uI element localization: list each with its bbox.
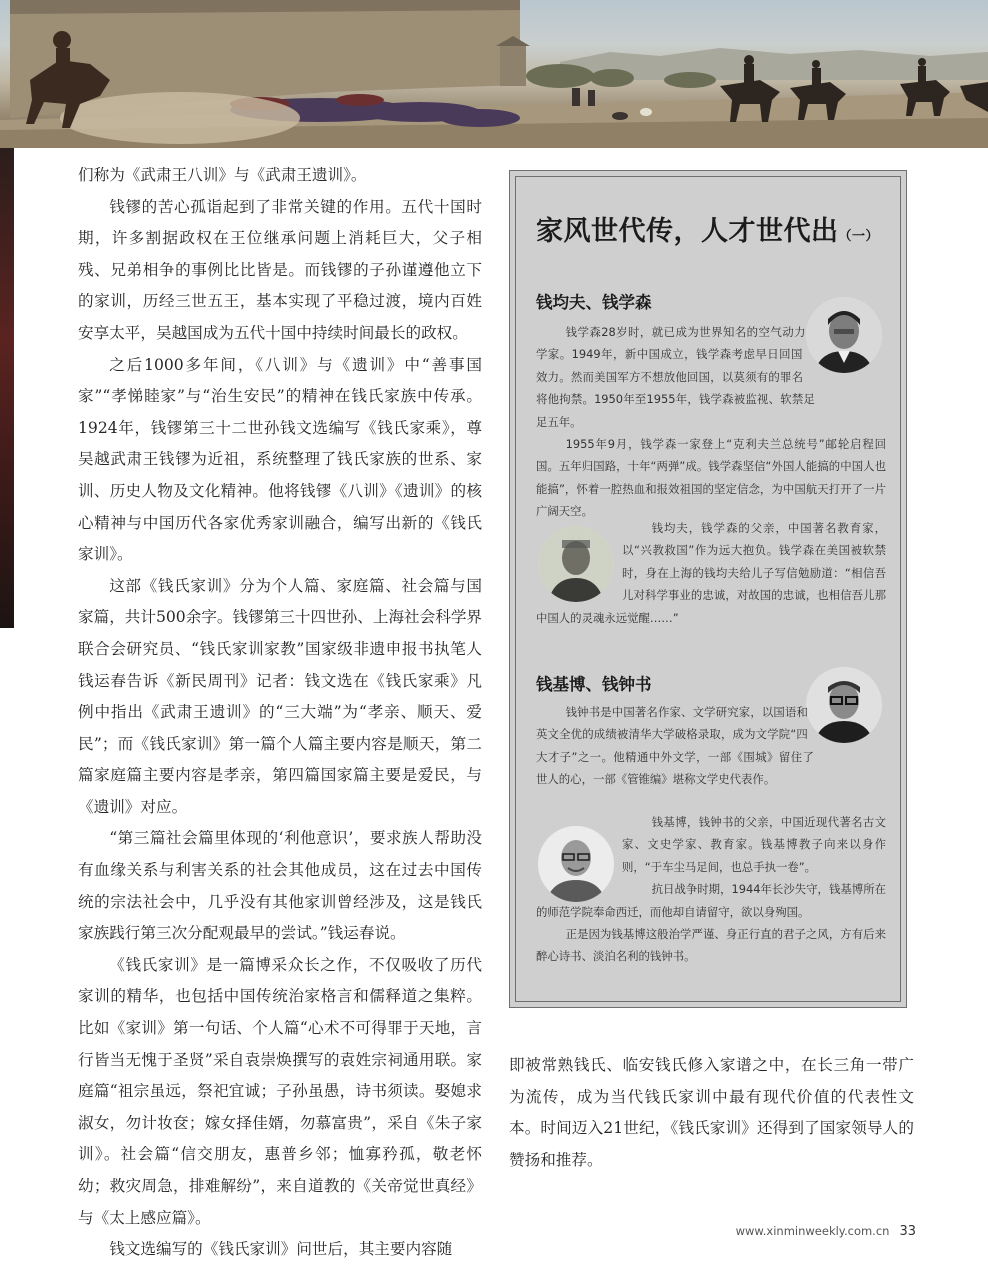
portrait-spacer xyxy=(536,811,622,887)
desert-horsemen-photo-icon xyxy=(0,0,988,148)
portrait-spacer xyxy=(800,321,886,397)
section-heading-qian-xuesen: 钱均夫、钱学森 xyxy=(536,293,652,312)
article-paragraph: 之后1000多年间，《八训》与《遗训》中“善事国家”“孝悌睦家”与“治生安民”的精神在钱氏家族中传承。1924年，钱镠第三十二世孙钱文选编写《钱氏家乘》，尊吴越武肃王钱镠为近祖，系统整理了钱氏家族的世系、家训、历史人物及文化精神。他将钱镠《八训》《遗训》的核心精神与中国历代各家优秀家训融合，编写出新的《钱氏家训》。 xyxy=(78,355,482,564)
section1-body xyxy=(536,321,886,523)
family-tradition-sidebar xyxy=(509,170,907,1008)
sidebar-title xyxy=(536,209,879,248)
portrait-spacer xyxy=(536,517,622,593)
sidebar-title-text: 家风世代传，人才世代出 xyxy=(536,216,839,247)
page-footer xyxy=(736,1224,916,1239)
sidebar-paragraph: 正是因为钱基博这般治学严谨、身正行直的君子之风，方有后来醉心诗书、淡泊名利的钱钟书。 xyxy=(536,927,886,964)
sidebar-paragraph: 钱基博，钱钟书的父亲，中国近现代著名古文家、文史学家、教育家。钱基博教子向来以身作则，“于车尘马足间，也总手执一卷”。 xyxy=(622,815,886,874)
banner-photo xyxy=(0,0,988,148)
article-paragraph-continuation: 即被常熟钱氏、临安钱氏修入家谱之中，在长三角一带广为流传，成为当代钱氏家训中最有现代价值的代表性文本。时间迈入21世纪，《钱氏家训》还得到了国家领导人的赞扬和推荐。 xyxy=(509,1056,914,1169)
sidebar-paragraph: 钱钟书是中国著名作家、文学研究家，以国语和英文全优的成绩被清华大学破格录取，成为文学院“四大才子”之一。他精通中外文学，一部《围城》留住了世人的心，一部《管锥编》堪称文学史代表作。 xyxy=(536,705,814,787)
article-column-left xyxy=(78,160,482,1266)
article-paragraph: “第三篇社会篇里体现的‘利他意识’，要求族人帮助没有血缘关系与利害关系的社会其他成员，这在过去中国传统的宗法社会中，几乎没有其他家训曾经涉及，这是钱氏家族践行第三次分配观最早的尝试。”钱运春说。 xyxy=(78,829,482,943)
page-number: 33 xyxy=(899,1224,916,1239)
sidebar-paragraph: 钱均夫，钱学森的父亲，中国著名教育家，以“兴教救国”作为远大抱负。钱学森在美国被软禁时，身在上海的钱均夫给儿子写信勉励道：“相信吾儿对科学事业的忠诚，对故国的忠诚，也相信吾儿那中国人的灵魂永远觉醒……” xyxy=(536,521,886,625)
article-paragraph: 这部《钱氏家训》分为个人篇、家庭篇、社会篇与国家篇，共计500余字。钱镠第三十四世孙、上海社会科学界联合会研究员、“钱氏家训家教”国家级非遗申报书执笔人钱运春告诉《新民周刊》记者：钱文选在《钱氏家乘》凡例中指出《武肃王遗训》的“三大端”为“孝亲、顺天、爱民”；而《钱氏家训》第一篇个人篇主要内容是顺天，第二篇家庭篇主要内容是孝亲，第四篇国家篇主要是爱民，与《遗训》对应。 xyxy=(78,576,483,816)
section2-body xyxy=(536,701,886,791)
footer-url: www.xinminweekly.com.cn xyxy=(735,1224,890,1238)
sidebar-paragraph: 钱学森28岁时，就已成为世界知名的空气动力学家。1949年，新中国成立，钱学森考虑早日回国效力。然而美国军方不想放他回国，以莫须有的罪名将他拘禁。1950年至1955年，钱学森被监视、软禁足足五年。 xyxy=(536,325,815,429)
article-paragraph: 钱文选编写的《钱氏家训》问世后，其主要内容随 xyxy=(109,1240,453,1259)
article-paragraph: 钱镠的苦心孤诣起到了非常关键的作用。五代十国时期，许多割据政权在王位继承问题上消耗巨大，父子相残、兄弟相争的事例比比皆是。而钱镠的子孙谨遵他立下的家训，历经三世五王，基本实现了平稳过渡，境内百姓安享太平，吴越国成为五代十国中持续时间最长的政权。 xyxy=(78,197,482,342)
article-column-right xyxy=(509,1050,914,1176)
article-paragraph: 们称为《武肃王八训》与《武肃王遗训》。 xyxy=(78,166,367,184)
section1-body-2 xyxy=(536,517,886,629)
section2-body-2 xyxy=(536,811,886,968)
sidebar-title-suffix: （一） xyxy=(838,229,880,244)
article-paragraph: 《钱氏家训》是一篇博采众长之作，不仅吸收了历代家训的精华，也包括中国传统治家格言和儒释道之集粹。比如《家训》第一句话、个人篇“心术不可得罪于天地，言行皆当无愧于圣贤”采自袁崇焕撰写的袁姓宗祠通用联。家庭篇“祖宗虽远，祭祀宜诚；子孙虽愚，诗书须读。娶媳求淑女，勿计妆奁；嫁女择佳婿，勿慕富贵”，采自《朱子家训》。社会篇“信交朋友，惠普乡邻；恤寡矜孤，敬老怀幼；救灾周急，排难解纷”，来自道教的《关帝觉世真经》与《太上感应篇》。 xyxy=(78,955,482,1227)
left-photo-strip xyxy=(0,148,14,628)
section-heading-qian-zhongshu: 钱基博、钱钟书 xyxy=(536,675,652,694)
sidebar-paragraph: 1955年9月，钱学森一家登上“克利夫兰总统号”邮轮启程回国。五年归国路，十年“两弹”成。钱学森坚信“外国人能搞的中国人也能搞”，怀着一腔热血和报效祖国的坚定信念，为中国航天打开了一片广阔天空。 xyxy=(536,437,886,519)
sidebar-paragraph: 抗日战争时期，1944年长沙失守，钱基博所在的师范学院奉命西迁，而他却自请留守，欲以身殉国。 xyxy=(536,882,886,919)
portrait-spacer xyxy=(800,701,886,751)
